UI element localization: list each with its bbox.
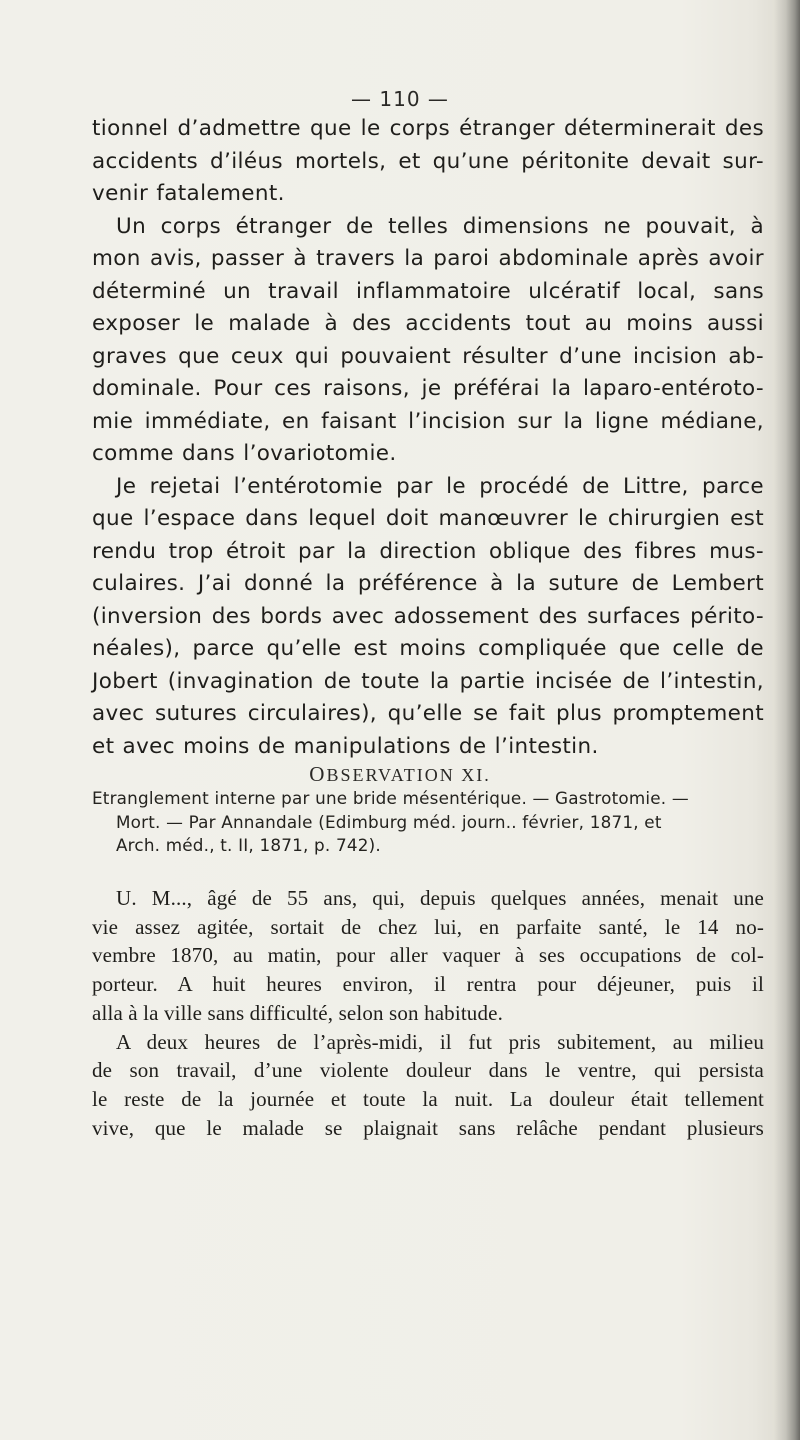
text-line: et avec moins de manipulations de l’intestin. [92,733,599,759]
text-line: Un corps étranger de telles dimensions ne pouvait, à [116,213,764,239]
text-line: (inversion des bords avec adossement des surfaces périto- [92,603,764,629]
summary-line: Mort. — Par Annandale (Edimburg méd. journ.. février, 1871, et [116,811,662,832]
text-line: Jobert (invagination de toute la partie incisée de l’intestin, [92,668,764,694]
text-line: accidents d’iléus mortels, et qu’une péritonite devait sur- [92,148,764,174]
observation-text-line: porteur. A huit heures environ, il rentra pour déjeuner, puis il [92,972,764,997]
text-line: rendu trop étroit par la direction oblique des fibres mus- [92,538,764,564]
observation-text [92,884,764,1142]
summary-line: Etranglement interne par une bride mésentérique. — Gastrotomie. — [92,788,689,808]
text-line: mie immédiate, en faisant l’incision sur la ligne médiane, [92,408,764,434]
observation-text-line: de son travail, d’une violente douleur dans le ventre, qui persista [92,1058,764,1083]
text-line: avec sutures circulaires), qu’elle se fait plus promptement [92,701,764,726]
observation-text-line: A deux heures de l’après-midi, il fut pris subitement, au milieu [116,1029,764,1054]
text-line: dominale. Pour ces raisons, je préférai la laparo-entéroto- [92,376,764,401]
heading-word: BSERVATION [326,765,455,785]
text-line: Je rejetai l’entérotomie par le procédé de Littre, parce [116,473,764,499]
page-number: — 110 — [351,87,449,111]
text-line: venir fatalement. [92,181,285,206]
text-line: exposer le malade à des accidents tout au moins aussi [92,311,764,336]
text-line: mon avis, passer à travers la paroi abdominale après avoir [92,246,764,271]
text-line: déterminé un travail inflammatoire ulcératif local, sans [92,278,764,304]
heading-initial: O [309,762,327,786]
observation-text-line: alla à la ville sans difficulté, selon son habitude. [92,1000,503,1025]
text-line: tionnel d’admettre que le corps étranger déterminerait des [92,116,764,141]
text-line: graves que ceux qui pouvaient résulter d’une incision ab- [92,343,764,369]
observation-summary [92,787,764,858]
text-line: néales), parce qu’elle est moins compliquée que celle de [92,636,764,661]
text-line: que l’espace dans lequel doit manœuvrer le chirurgien est [92,506,764,531]
text-line: comme dans l’ovariotomie. [92,441,397,466]
observation-text-line: le reste de la journée et toute la nuit. La douleur était tellement [92,1086,764,1111]
observation-text-line: vive, que le malade se plaignait sans relâche pendant plusieurs [92,1115,764,1140]
observation-text-line: U. M..., âgé de 55 ans, qui, depuis quelques années, menait une [116,886,764,910]
observation-text-line: vembre 1870, au matin, pour aller vaquer à ses occupations de col- [92,943,764,968]
observation-text-line: vie assez agitée, sortait de chez lui, en parfaite santé, le 14 no- [92,914,764,939]
summary-line: Arch. méd., t. II, 1871, p. 742). [116,835,381,855]
body-text [92,113,764,763]
text-line: culaires. J’ai donné la préférence à la suture de Lembert [92,571,764,596]
observation-heading [0,762,800,787]
page-edge-shadow [774,0,800,1440]
heading-number: XI. [461,765,491,785]
